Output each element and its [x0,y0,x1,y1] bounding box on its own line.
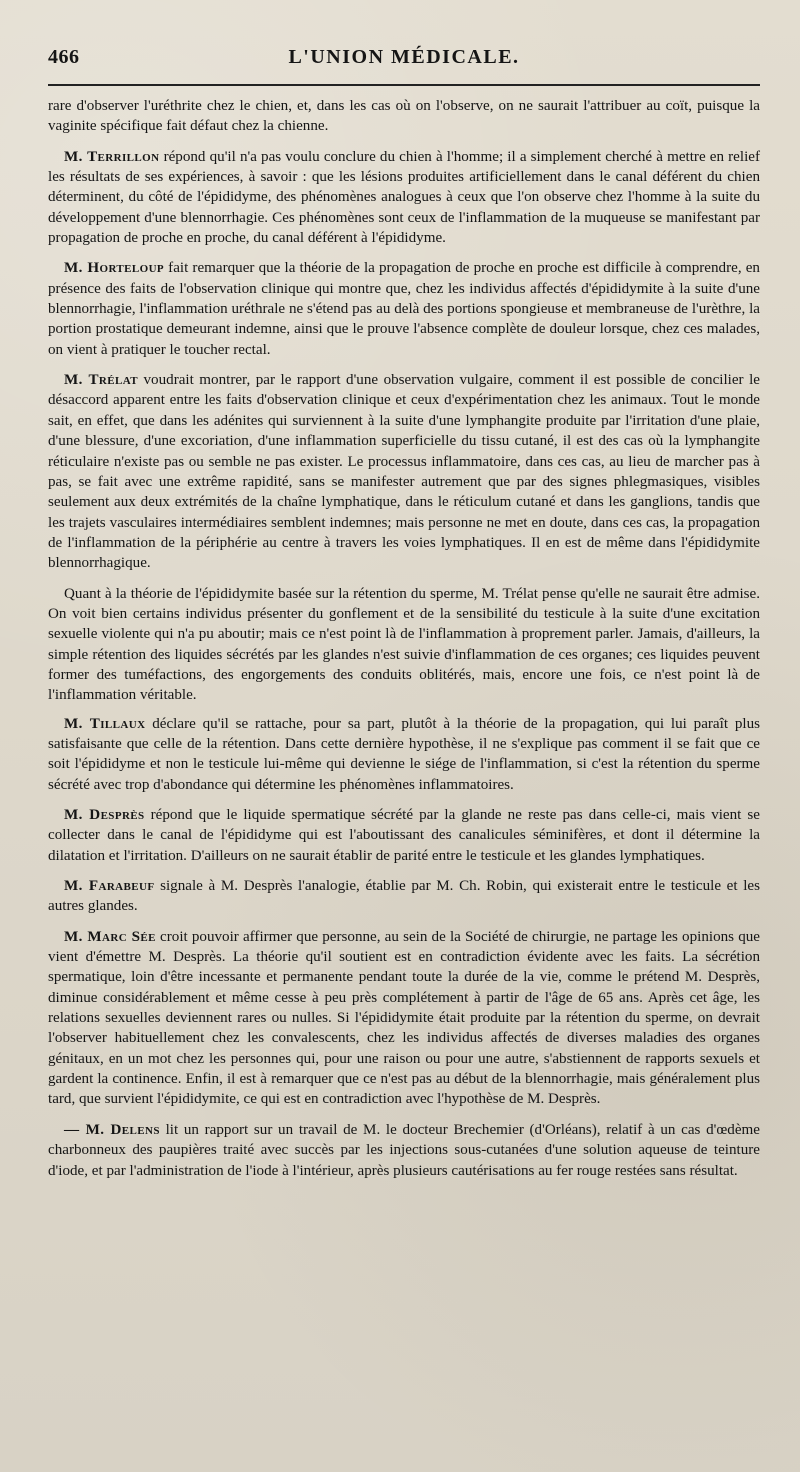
speaker-name: M. Farabeuf [64,878,155,895]
paragraph-despres [48,805,760,866]
paragraph-text: Quant à la théorie de l'épididymite basée sur la rétention du sperme, M. Trélat pense qu'elle ne saurait être admise. On voit bien certains individus présenter du gonflement et de la sensibilité du testicule à la suite d'une excitation sexuelle violente qui n'a pu aboutir; mais ce n'est point là de l'inflammation à proprement parler. Jamais, d'ailleurs, la simple rétention des liquides sécrétés par les glandes n'est suivie d'inflammation de ces organes; ces liquides peuvent former des tuméfactions, des engorgements des conduits oblitérés, mais, encore une fois, ce n'est point là de l'inflammation véritable. [48,585,760,704]
paragraph-text: croit pouvoir affirmer que personne, au sein de la Société de chirurgie, ne partage les opinions que vient d'émettre M. Desprès. La théorie qu'il soutient est en contradiction évidente avec les faits. La sécrétion spermatique, loin d'être incessante et permanente pendant toute la durée de la vie, comme le prétend M. Desprès, diminue considérablement et même cesse à peu près complétement à partir de l'âge de 65 ans. Après cet âge, les relations sexuelles deviennent rares ou nulles. Si l'épididymite était produite par la rétention du sperme, on devrait l'observer habituellement chez les convalescents, chez les individus affectés de diverses maladies des organes génitaux, en un mot chez les personnes qui, pour une raison ou pour une autre, s'abstiennent de rapports sexuels et gardent la continence. Enfin, il est à remarquer que ce n'est pas au début de la blennorrhagie, mais généralement plus tard, que survient l'épididymite, ce qui est en contradiction avec l'hypothèse de M. Desprès. [48,928,760,1108]
paragraph-marc-see [48,927,760,1110]
journal-title: L'UNION MÉDICALE. [288,46,520,68]
page-number: 466 [48,46,80,68]
article-body [48,96,760,1181]
speaker-name: M. Terrillon [64,148,160,165]
speaker-name: — M. Delens [64,1121,160,1138]
paragraph-terrillon [48,147,760,249]
speaker-name: M. Horteloup [64,260,165,277]
paragraph-farabeuf [48,876,760,917]
paragraph-text: répond que le liquide spermatique sécrété par la glande ne reste pas dans celle-ci, mais vient se collecter dans le canal de l'épididyme qui est l'aboutissant des canalicules séminifères, et dont il détermine la dilatation et l'irritation. D'ailleurs on ne saurait établir de parité entre le testicule et les glandes lymphatiques. [48,807,761,864]
paragraph-delens [48,1120,760,1181]
paragraph-text: fait remarquer que la théorie de la propagation de proche en proche est difficile à comprendre, en présence des faits de l'observation clinique qui montre que, chez les individus affectés d'épididymite à la suite d'une blennorrhagie, l'inflammation uréthrale ne s'étend pas au delà des portions spongieuse et membraneuse de l'urèthre, la portion prostatique demeurant indemne, ainsi que le prouve l'absence complète de douleur lorsque, chez ces malades, on vient à pratiquer le toucher rectal. [48,260,760,358]
paragraph-text: voudrait montrer, par le rapport d'une observation vulgaire, comment il est possible de concilier le désaccord apparent entre les faits d'observation clinique et ceux d'expérimentation chez les animaux. Tout le monde sait, en effet, que dans les adénites qui surviennent à la suite d'une lymphangite produite par l'irritation d'une plaie, d'une blessure, d'une excoriation, d'une inflammation superficielle du tissu cutané, il est des cas où la lymphangite réticulaire n'existe pas ou semble ne pas exister. Le processus inflammatoire, dans ces cas, au lieu de marcher pas à pas, se fait avec une extrême rapidité, sans se manifester autrement que par des signes phlegmasiques, visibles seulement aux deux extrémités de la chaîne lymphatique, dans le réticulum cutané et dans les ganglions, tandis que les trajets vasculaires intermédiaires semblent indemnes; mais personne ne met en doute, dans ces cas, la propagation de l'inflammation de la périphérie au centre à travers les voies lymphatiques. Il en est de même dans l'épididymite blennorrhagique. [48,372,760,572]
paragraph-text: répond qu'il n'a pas voulu conclure du chien à l'homme; il a simplement cherché à mettre en relief les résultats de ses expériences, à savoir : que les lésions produites artificiellement dans le canal déférent du chien déterminent, du côté de l'épididyme, des phénomènes analogues à ceux que l'on observe chez l'homme à la suite du développement d'une blennorrhagie. Ces phénomènes sont ceux de l'inflammation de la muqueuse se manifestant par propagation de proche en proche, du canal déférent à l'épididyme. [48,148,760,247]
paragraph-trelat [48,370,760,573]
speaker-name: M. Trélat [64,372,138,389]
paragraph-continuation [48,96,760,137]
paragraph-text: déclare qu'il se rattache, pour sa part, plutôt à la théorie de la propagation, qui lui paraît plus satisfaisante que celle de la rétention. Dans cette dernière hypothèse, il ne s'explique pas comment il se fait que ce soit l'épididyme et non le testicule lui-même qui devienne le siége de l'inflammation, si c'est la rétention du sperme sécrété avec trop d'abondance qui détermine les phénomènes inflammatoires. [48,715,760,793]
header-rule [48,84,760,86]
paragraph-horteloup [48,258,760,360]
paragraph-text: lit un rapport sur un travail de M. le docteur Brechemier (d'Orléans), relatif à un cas d'œdème charbonneux des paupières traité avec succès par les injections sous-cutanées d'une solution aqueuse de teinture d'iode, et par l'administration de l'iode à l'intérieur, après plusieurs cautérisations au fer rouge restées sans résultat. [48,1121,760,1179]
speaker-name: M. Desprès [64,807,145,823]
page-header [48,46,760,76]
paragraph-trelat-continued [48,584,760,706]
speaker-name: M. Marc Sée [64,928,156,945]
paragraph-text: rare d'observer l'uréthrite chez le chien, et, dans les cas où on l'observe, on ne saurait l'attribuer au coït, puisque la vaginite spécifique fait défaut chez la chienne. [48,98,760,135]
speaker-name: M. Tillaux [64,715,146,732]
paragraph-tillaux [48,714,760,795]
paragraph-text: signale à M. Desprès l'analogie, établie par M. Ch. Robin, qui existerait entre le testicule et les autres glandes. [48,878,760,915]
